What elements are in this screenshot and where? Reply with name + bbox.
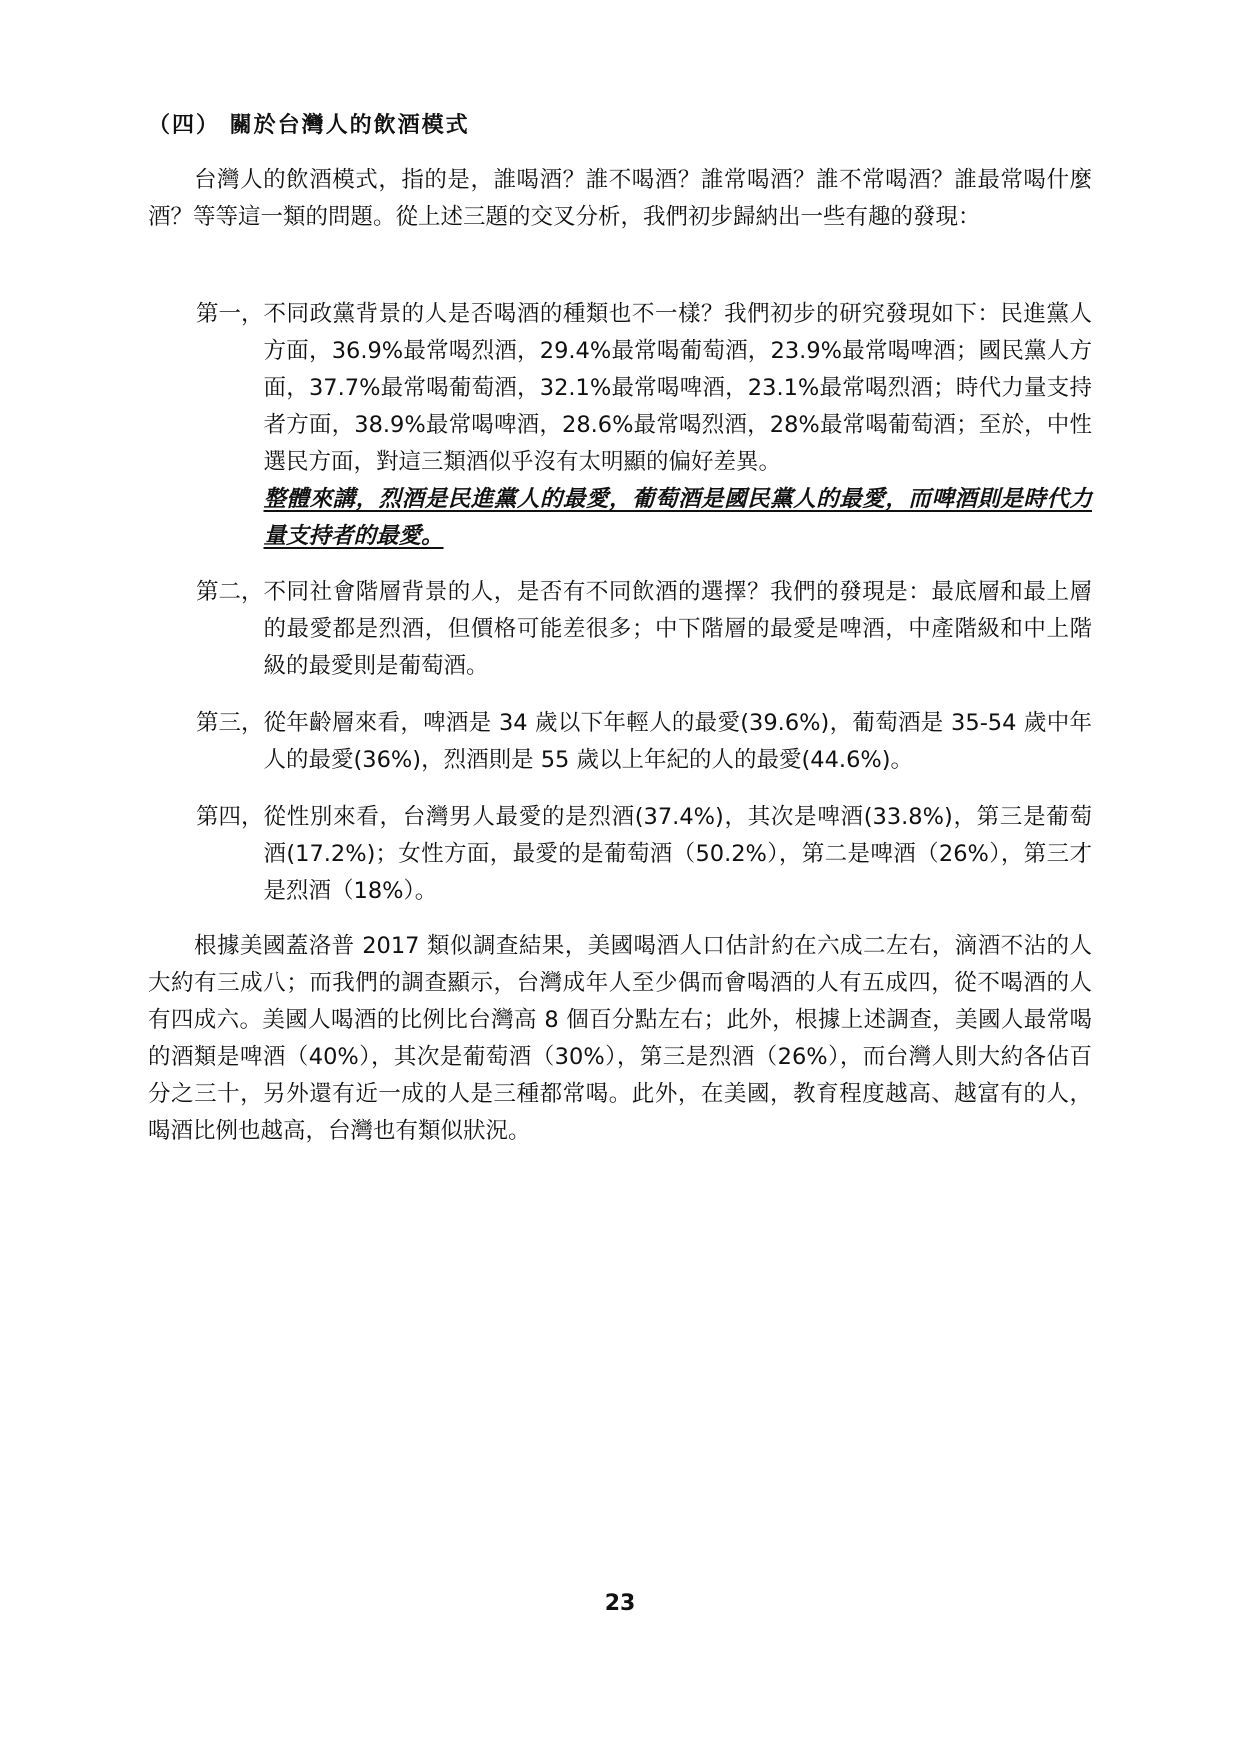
finding-emphasis: 整體來講，烈酒是民進黨人的最愛，葡萄酒是國民黨人的最愛，而啤酒則是時代力量支持者的最愛。 <box>263 486 1092 549</box>
finding-text: 不同社會階層背景的人，是否有不同飲酒的選擇？我們的發現是：最底層和最上層的最愛都是烈酒，但價格可能差很多；中下階層的最愛是啤酒，中產階級和中上階級的最愛則是葡萄酒。 <box>263 579 1092 679</box>
finding-item-3 <box>196 705 1092 779</box>
finding-text: 從性別來看，台灣男人最愛的是烈酒(37.4%)，其次是啤酒(33.8%)，第三是葡萄酒(17.2%)；女性方面，最愛的是葡萄酒（50.2%），第二是啤酒（26%），第三才是烈酒（18%）。 <box>263 804 1092 904</box>
finding-item-4 <box>196 799 1092 910</box>
finding-label: 第三， <box>196 710 264 736</box>
finding-text <box>264 296 1092 555</box>
finding-label: 第一， <box>196 301 264 327</box>
finding-item-2 <box>196 574 1092 685</box>
finding-item-1 <box>196 296 1092 555</box>
page-number: 23 <box>604 1591 636 1616</box>
section-heading: （四） 關於台灣人的飲酒模式 <box>148 113 470 138</box>
finding-label: 第四， <box>196 804 264 830</box>
intro-paragraph: 台灣人的飲酒模式，指的是，誰喝酒？誰不喝酒？誰常喝酒？誰不常喝酒？誰最常喝什麼酒？等等這一類的問題。從上述三題的交叉分析，我們初步歸納出一些有趣的發現： <box>148 167 1092 230</box>
closing-paragraph: 根據美國蓋洛普 2017 類似調查結果，美國喝酒人口估計約在六成二左右，滴酒不沾的人大約有三成八；而我們的調查顯示，台灣成年人至少偶而會喝酒的人有五成四，從不喝酒的人有四成六。美國人喝酒的比例比台灣高 8 個百分點左右；此外，根據上述調查，美國人最常喝的酒類是啤酒（40%），其次是葡萄酒（30%），第三是烈酒（26%），而台灣人則大約各佔百分之三十，另外還有近一成的人是三種都常喝。此外，在美國，教育程度越高、越富有的人，喝酒比例也越高，台灣也有類似狀況。 <box>148 933 1092 1144</box>
finding-body: 不同政黨背景的人是否喝酒的種類也不一樣？我們初步的研究發現如下：民進黨人方面，36.9%最常喝烈酒，29.4%最常喝葡萄酒，23.9%最常喝啤酒；國民黨人方面，37.7%最常喝葡萄酒，32.1%最常喝啤酒，23.1%最常喝烈酒；時代力量支持者方面，38.9%最常喝啤酒，28.6%最常喝烈酒，28%最常喝葡萄酒；至於，中性選民方面，對這三類酒似乎沒有太明顯的偏好差異。 <box>263 301 1092 475</box>
finding-label: 第二， <box>196 579 264 605</box>
finding-text: 從年齡層來看，啤酒是 34 歲以下年輕人的最愛(39.6%)，葡萄酒是 35-54 歲中年人的最愛(36%)，烈酒則是 55 歲以上年紀的人的最愛(44.6%)。 <box>263 710 1092 773</box>
